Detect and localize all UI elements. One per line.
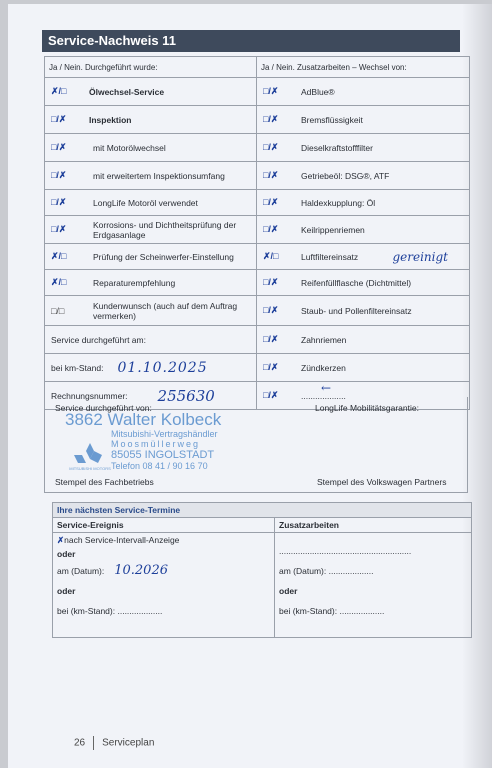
- extra-work-dots[interactable]: ........................................................: [279, 546, 412, 556]
- handwritten-note: gereinigt: [392, 249, 448, 264]
- invoice-label: Rechnungsnummer:: [51, 390, 128, 401]
- next-service-box: [52, 502, 472, 638]
- dotted-line: ...................: [301, 390, 346, 401]
- oder-label: oder: [57, 549, 76, 559]
- extra-km-dots[interactable]: ...................: [339, 606, 385, 616]
- extra-km-label: bei (km-Stand):: [279, 606, 338, 616]
- next-service-title: Ihre nächsten Service-Termine: [53, 503, 471, 518]
- checkbox-oelwechsel[interactable]: ✗/□: [51, 86, 67, 96]
- row-label: Luftfiltereinsatz: [301, 251, 359, 262]
- row-label: Bremsflüssigkeit: [301, 114, 363, 125]
- extra-date-dots[interactable]: ...................: [328, 566, 374, 576]
- row-label: LongLife Motoröl verwendet: [93, 197, 198, 208]
- checkbox-zahnriemen[interactable]: □/✗: [263, 334, 279, 344]
- extra-work-header: Zusatzarbeiten: [275, 518, 471, 533]
- oder-label: oder: [279, 586, 298, 596]
- row-label: mit erweitertem Inspektionsumfang: [93, 170, 225, 181]
- stamp-line: Moosmüllerweg: [111, 439, 201, 449]
- arrow-icon: ←: [321, 380, 332, 395]
- service-by-label: Service durchgeführt von:: [55, 403, 152, 413]
- checkbox-bremsfluessigkeit[interactable]: □/✗: [263, 114, 279, 124]
- checkbox-motoroelwechsel[interactable]: □/✗: [51, 142, 67, 152]
- checkbox-reparatur[interactable]: ✗/□: [51, 277, 67, 287]
- interval-label: nach Service-Intervall-Anzeige: [64, 535, 180, 545]
- row-label: Reifenfüllflasche (Dichtmittel): [301, 277, 412, 288]
- stamp-line: Mitsubishi-Vertragshändler: [111, 429, 218, 439]
- dealer-stamp: [65, 411, 245, 481]
- row-label: Ölwechsel-Service: [89, 86, 165, 97]
- logo-text: MITSUBISHI MOTORS: [69, 466, 111, 471]
- row-label: Getriebeöl: DSG®, ATF: [301, 170, 390, 181]
- page-number: 26: [74, 737, 86, 749]
- row-label: Prüfung der Scheinwerfer-Einstellung: [93, 251, 234, 262]
- service-event-header: Service-Ereignis: [53, 518, 274, 533]
- row-label: mit Motorölwechsel: [93, 142, 166, 153]
- km-label: bei km-Stand:: [51, 362, 104, 373]
- checkbox-erdgas[interactable]: □/✗: [51, 224, 67, 234]
- row-label: AdBlue®: [301, 86, 335, 97]
- date-value[interactable]: 10.2026: [114, 563, 168, 578]
- service-done-label: Service durchgeführt am:: [51, 334, 146, 345]
- checkbox-kundenwunsch[interactable]: □/□: [51, 305, 65, 316]
- checkbox-luftfilter[interactable]: ✗/□: [263, 251, 279, 261]
- checkbox-pollenfilter[interactable]: □/✗: [263, 305, 279, 315]
- row-label: Dieselkraftstofffilter: [301, 142, 373, 153]
- stamp-footer-right: Stempel des Volkswagen Partners: [317, 477, 447, 487]
- row-label: Kundenwunsch (auch auf dem Auftrag vermerken): [93, 300, 238, 321]
- checkbox-dieselfilter[interactable]: □/✗: [263, 142, 279, 152]
- row-label: Keilrippenriemen: [301, 224, 365, 235]
- left-column-header: Ja / Nein. Durchgeführt wurde:: [45, 57, 257, 77]
- stamp-footer-left: Stempel des Fachbetriebs: [55, 477, 154, 487]
- stamp-area: [44, 397, 468, 493]
- checkbox-scheinwerfer[interactable]: ✗/□: [51, 251, 67, 261]
- row-label: Haldexkupplung: Öl: [301, 197, 376, 208]
- row-label: Zahnriemen: [301, 334, 347, 345]
- row-label: Reparaturempfehlung: [93, 277, 176, 288]
- checkbox-reifenfuellflasche[interactable]: □/✗: [263, 277, 279, 287]
- invoice-value[interactable]: 255630: [157, 386, 215, 405]
- checkbox-inspektion[interactable]: □/✗: [51, 114, 67, 124]
- next-km-dots[interactable]: ...................: [117, 606, 163, 616]
- stamp-line: Telefon 08 41 / 90 16 70: [111, 461, 208, 471]
- row-label: Korrosions- und Dichtheitsprüfung der Erdgasanlage: [93, 219, 237, 240]
- longlife-label: LongLife Mobilitätsgarantie:: [315, 403, 419, 413]
- checkbox-adblue[interactable]: □/✗: [263, 86, 279, 96]
- row-label: Zündkerzen: [301, 362, 346, 373]
- checkbox-getriebeoel[interactable]: □/✗: [263, 170, 279, 180]
- interval-check-icon[interactable]: ✗: [57, 535, 65, 545]
- checkbox-extra[interactable]: □/✗: [263, 390, 279, 400]
- next-km-label: bei (km-Stand):: [57, 606, 116, 616]
- page-footer: [74, 736, 154, 750]
- km-value[interactable]: 01.10.2025: [117, 359, 208, 376]
- service-event-column: [53, 518, 275, 638]
- right-column-header: Ja / Nein. Zusatzarbeiten – Wechsel von:: [261, 62, 407, 72]
- service-table: [44, 56, 470, 410]
- row-label: Staub- und Pollenfiltereinsatz: [301, 305, 412, 316]
- date-label: am (Datum):: [57, 566, 105, 576]
- oder-label: oder: [57, 586, 76, 596]
- checkbox-zuendkerzen[interactable]: □/✗: [263, 362, 279, 372]
- stamp-line: 85055 INGOLSTADT: [111, 449, 215, 461]
- checkbox-keilrippenriemen[interactable]: □/✗: [263, 224, 279, 234]
- row-label: Inspektion: [89, 114, 132, 125]
- section-name: Serviceplan: [102, 737, 155, 749]
- checkbox-erweitert[interactable]: □/✗: [51, 170, 67, 180]
- stamp-line: 3862 Walter Kolbeck: [65, 410, 222, 429]
- checkbox-haldex[interactable]: □/✗: [263, 197, 279, 207]
- mitsubishi-logo-icon: [69, 441, 111, 471]
- checkbox-longlife[interactable]: □/✗: [51, 197, 67, 207]
- page-title: Service-Nachweis 11: [42, 30, 460, 52]
- extra-work-column: [275, 518, 471, 638]
- extra-date-label: am (Datum):: [279, 566, 327, 576]
